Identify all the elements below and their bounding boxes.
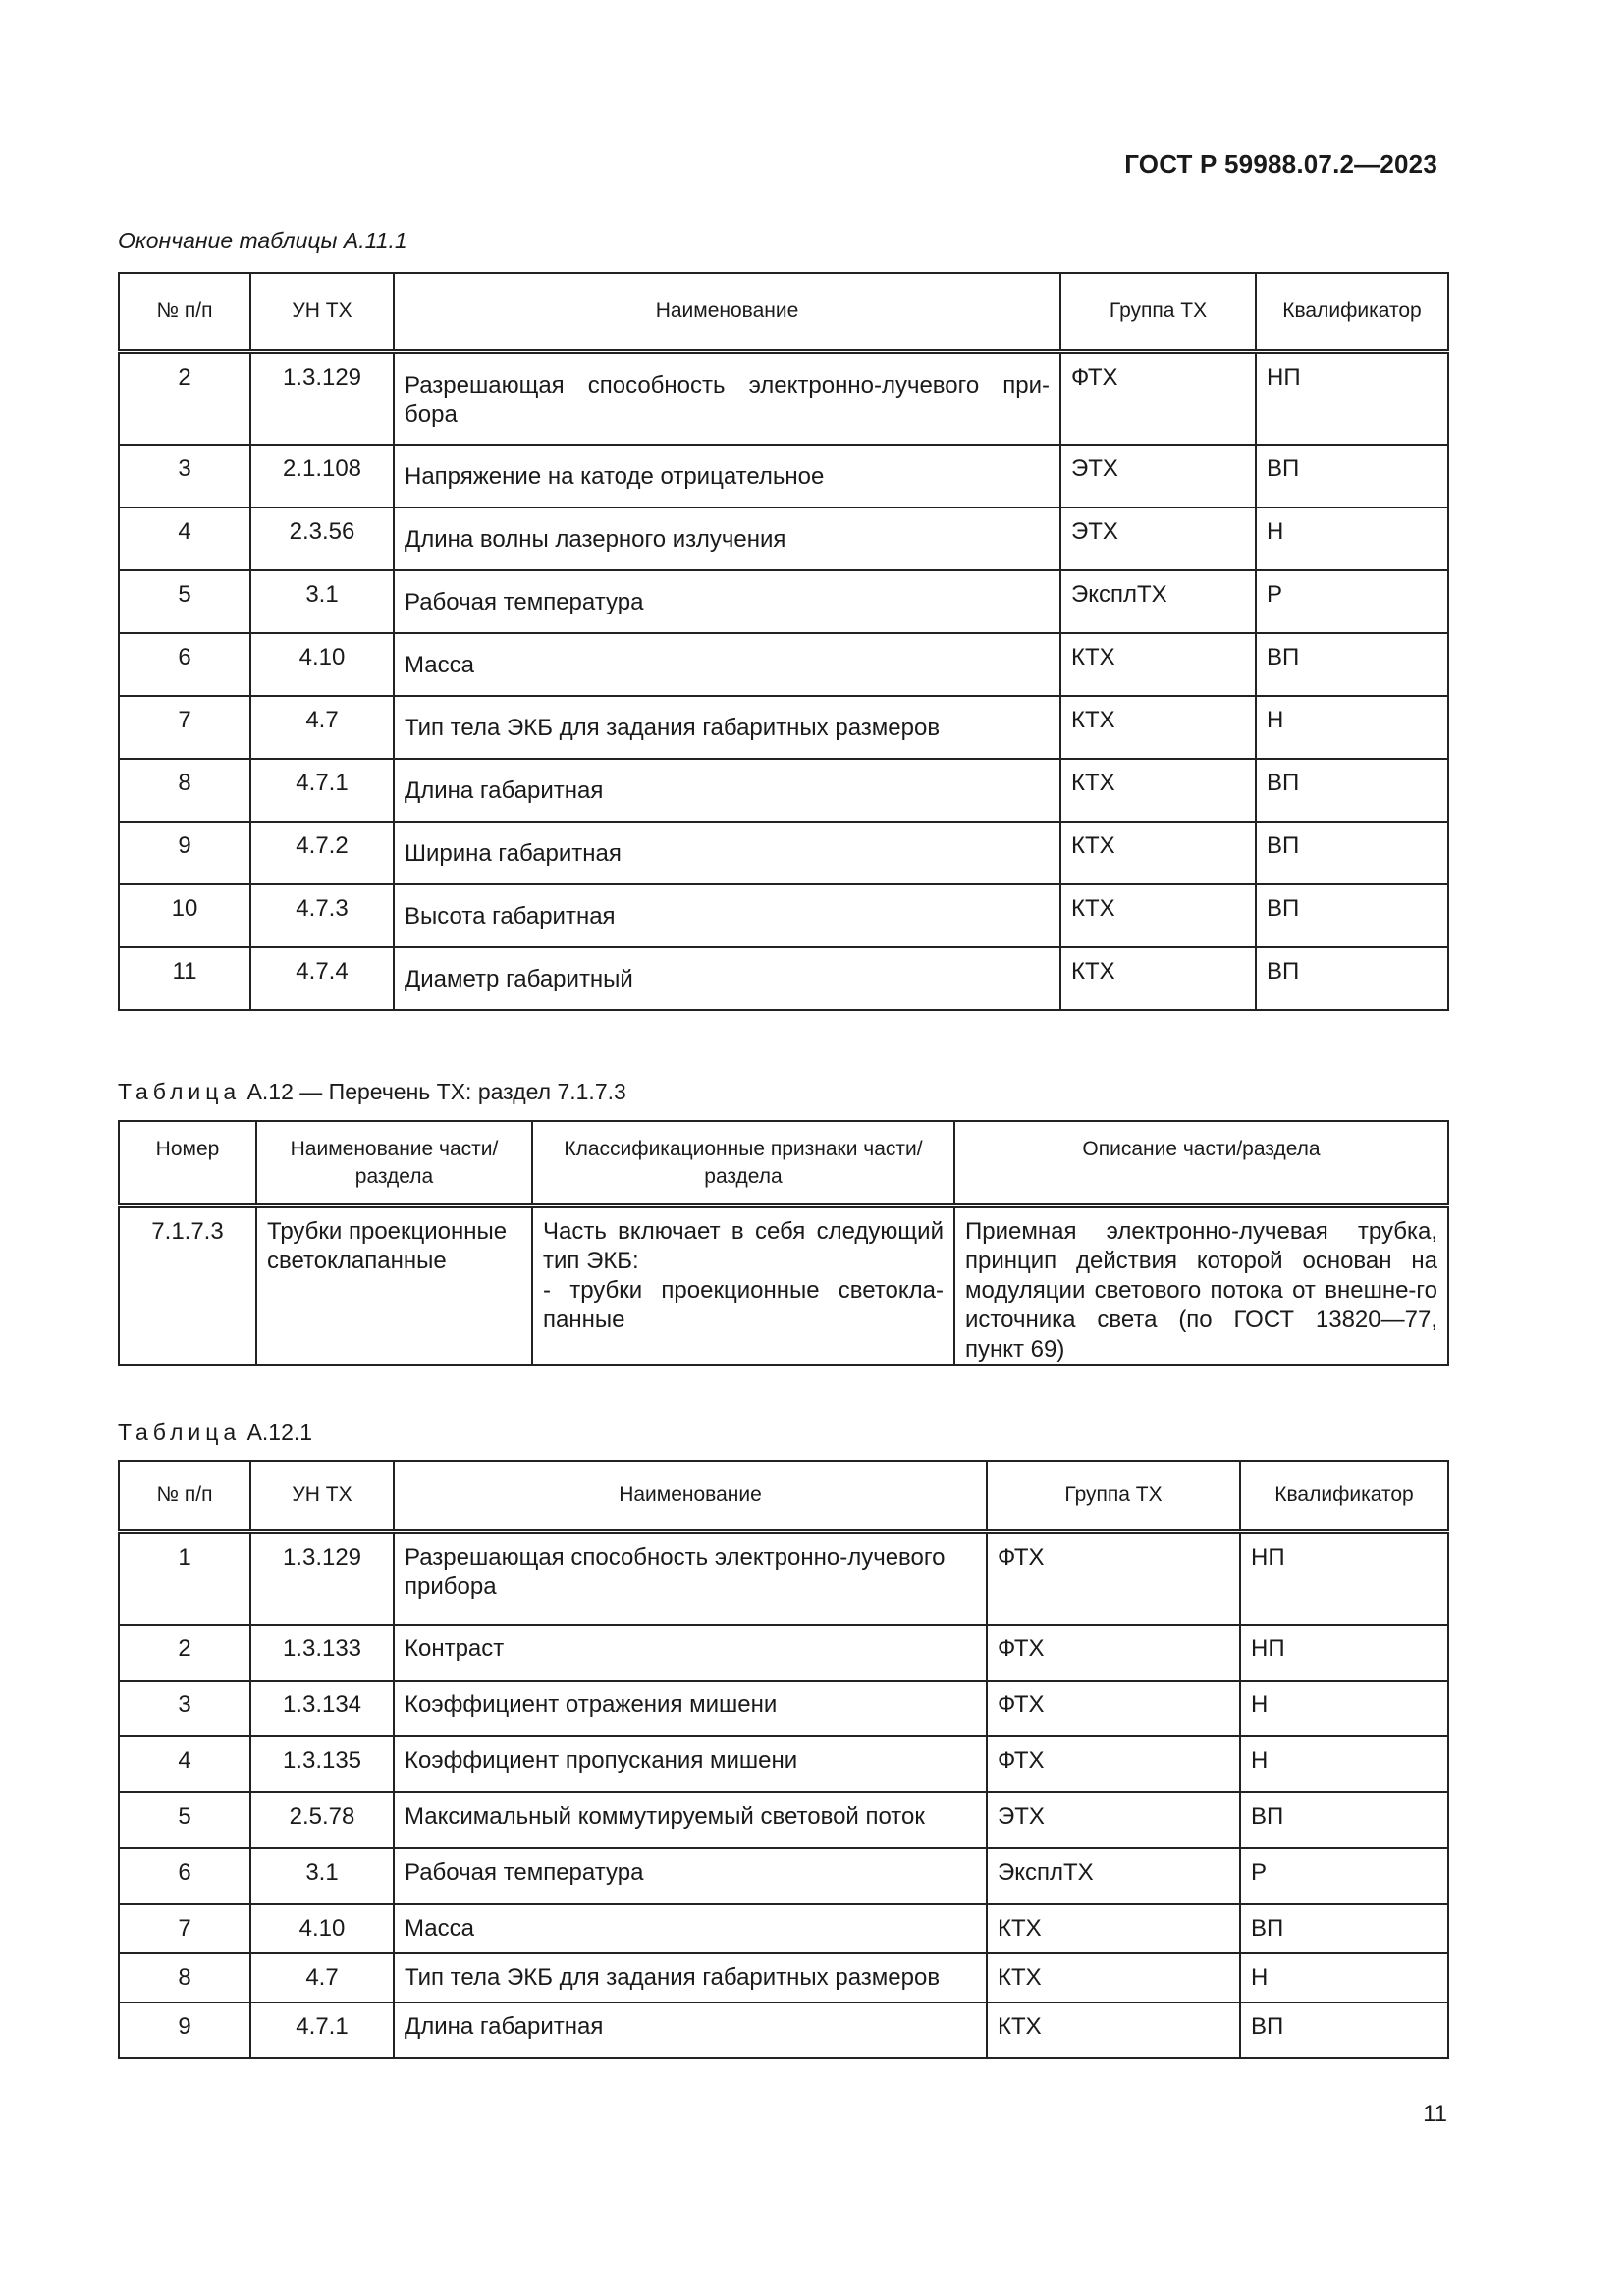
row-number: 9 [178,832,191,859]
row-code-cell [250,445,394,507]
row-name-cell [394,1792,987,1848]
row-qualifier: ВП [1267,832,1300,859]
column-header-qualifier: Квалификатор [1240,1461,1448,1531]
column-header-part-name: Наименование части/ раздела [256,1121,532,1205]
column-header-group: Группа ТХ [987,1461,1240,1531]
row-name: Высота габаритная [405,903,616,930]
row-group: КТХ [1071,832,1115,859]
row-name-cell [394,947,1060,1010]
column-header-name: Наименование [394,273,1060,351]
row-number: 5 [178,581,191,608]
part-number-cell [119,1205,256,1365]
column-header-code: УН ТХ [250,1461,394,1531]
row-code: 1.3.134 [282,1691,362,1718]
row-group-cell [987,1625,1240,1681]
row-qualifier: НП [1251,1543,1285,1571]
table-row [119,1736,1448,1792]
row-qualifier-cell [1256,351,1448,445]
row-name: Разрешающая способность электронно-лучевого при-бора [405,371,1050,428]
table-row [119,1904,1448,1953]
row-code: 4.7.3 [296,895,349,922]
row-name-cell [394,507,1060,570]
row-group: ФТХ [998,1691,1045,1718]
row-name-cell [394,1625,987,1681]
row-number-cell [119,1531,250,1625]
row-number-cell [119,1792,250,1848]
table-row [119,1848,1448,1904]
table-a12-caption-prefix: Таблица [118,1079,242,1104]
row-group-cell [1060,570,1256,633]
table-row [119,1792,1448,1848]
row-name: Масса [405,1915,474,1942]
row-qualifier: ВП [1251,2013,1284,2040]
row-number: 2 [178,1635,191,1662]
row-code: 1.3.129 [282,1543,362,1571]
row-number-cell [119,445,250,507]
table-row [119,445,1448,507]
row-number: 3 [178,455,191,482]
row-number: 6 [178,1859,191,1886]
part-description: Приемная электронно-лучевая трубка, принцип действия которой основан на модуляции светового потока от внешне-го источника света (по ГОСТ 13820—77, пункт 69) [965,1217,1437,1362]
row-qualifier: ВП [1251,1803,1284,1830]
row-number-cell [119,947,250,1010]
table-row [119,1953,1448,2002]
row-code-cell [250,351,394,445]
row-qualifier-cell [1256,884,1448,947]
row-group: КТХ [1071,644,1115,670]
row-qualifier: Н [1251,1747,1269,1774]
row-number-cell [119,2002,250,2058]
row-qualifier-cell [1240,1953,1448,2002]
row-name: Коэффициент пропускания мишени [405,1747,798,1774]
row-name-cell [394,1681,987,1736]
row-qualifier: ВП [1251,1915,1284,1942]
row-code-cell [250,1848,394,1904]
part-number: 7.1.7.3 [151,1217,224,1245]
row-code: 4.10 [298,1915,346,1942]
table-a12-1-caption-text: А.12.1 [246,1419,313,1445]
row-name-cell [394,1736,987,1792]
row-group: ЭксплТХ [1071,581,1167,608]
row-group: ЭТХ [1071,518,1118,545]
table-row [119,507,1448,570]
row-code-cell [250,2002,394,2058]
row-qualifier-cell [1240,1531,1448,1625]
row-qualifier-cell [1256,759,1448,822]
row-group-cell [1060,696,1256,759]
row-code: 2.1.108 [282,455,362,482]
row-group: ЭТХ [998,1803,1045,1830]
row-number: 10 [171,895,198,922]
table-a12-1-caption [118,1419,312,1446]
row-name-cell [394,822,1060,884]
row-number-cell [119,570,250,633]
row-group-cell [1060,947,1256,1010]
row-code-cell [250,759,394,822]
row-code-cell [250,1736,394,1792]
row-group: ФТХ [1071,363,1118,391]
table-a12-caption [118,1079,626,1105]
row-group-cell [987,1953,1240,2002]
column-header-code: УН ТХ [250,273,394,351]
row-code-cell [250,822,394,884]
row-name-cell [394,696,1060,759]
row-code: 4.7.4 [296,958,349,985]
table-a11-1 [118,272,1449,1011]
table-a12-1-caption-prefix: Таблица [118,1419,242,1445]
row-number-cell [119,759,250,822]
row-name-cell [394,1531,987,1625]
row-group-cell [1060,822,1256,884]
row-qualifier-cell [1240,1792,1448,1848]
row-code: 4.7 [305,707,339,733]
row-qualifier: Н [1267,707,1284,733]
row-qualifier: Р [1267,581,1283,608]
row-group: КТХ [998,1964,1042,1991]
table-a11-1-caption: Окончание таблицы А.11.1 [118,228,407,253]
row-code-cell [250,1904,394,1953]
row-group: ФТХ [998,1747,1045,1774]
row-group-cell [987,1531,1240,1625]
row-code-cell [250,1681,394,1736]
row-number-cell [119,696,250,759]
row-group-cell [987,1848,1240,1904]
table-row [119,1205,1448,1365]
row-name: Длина габаритная [405,2013,604,2040]
row-qualifier-cell [1256,570,1448,633]
row-group: КТХ [1071,895,1115,922]
row-qualifier-cell [1240,1681,1448,1736]
table-row [119,822,1448,884]
row-code: 4.7.1 [296,770,349,796]
row-code-cell [250,1531,394,1625]
part-features [533,1208,953,1335]
row-qualifier: ВП [1267,958,1300,985]
row-number-cell [119,351,250,445]
row-code: 1.3.133 [282,1635,362,1662]
table-row [119,2002,1448,2058]
row-group-cell [987,1681,1240,1736]
row-group: КТХ [1071,770,1115,796]
column-header-features: Классификационные признаки части/ раздела [532,1121,954,1205]
table-row [119,633,1448,696]
row-group: КТХ [998,1915,1042,1942]
row-qualifier: ВП [1267,455,1300,482]
column-header-number: № п/п [119,1461,250,1531]
row-name-cell [394,1904,987,1953]
row-name: Контраст [405,1635,505,1662]
row-qualifier: НП [1267,363,1301,391]
column-header-number: № п/п [119,273,250,351]
table-row [119,1681,1448,1736]
row-group-cell [987,1736,1240,1792]
row-group-cell [1060,351,1256,445]
row-name: Коэффициент отражения мишени [405,1691,778,1718]
row-qualifier-cell [1256,445,1448,507]
row-number-cell [119,1736,250,1792]
row-name: Ширина габаритная [405,840,622,867]
row-name: Тип тела ЭКБ для задания габаритных размеров [405,1964,941,1991]
row-name-cell [394,884,1060,947]
row-code: 3.1 [305,1859,339,1886]
row-qualifier: ВП [1267,770,1300,796]
row-qualifier-cell [1240,2002,1448,2058]
row-qualifier: Н [1251,1964,1269,1991]
column-header-group: Группа ТХ [1060,273,1256,351]
row-number: 11 [172,958,197,985]
row-number: 3 [178,1691,191,1718]
row-qualifier-cell [1240,1625,1448,1681]
table-a12-1 [118,1460,1449,2059]
row-code-cell [250,570,394,633]
row-group: ЭТХ [1071,455,1118,482]
row-qualifier-cell [1256,822,1448,884]
row-group-cell [987,2002,1240,2058]
row-name: Разрешающая способность электронно-лучевого прибора [405,1543,946,1600]
row-number-cell [119,1625,250,1681]
row-name-cell [394,1848,987,1904]
row-qualifier-cell [1256,947,1448,1010]
row-number: 6 [178,644,191,670]
row-name: Длина габаритная [405,777,604,804]
row-number-cell [119,1953,250,2002]
row-number: 1 [178,1543,191,1571]
row-code: 2.5.78 [289,1803,355,1830]
row-group-cell [1060,633,1256,696]
row-name: Рабочая температура [405,1859,644,1886]
column-header-description: Описание части/раздела [954,1121,1448,1205]
row-name: Тип тела ЭКБ для задания габаритных размеров [405,715,941,741]
row-group: КТХ [1071,707,1115,733]
row-qualifier: Н [1267,518,1284,545]
row-code: 3.1 [305,581,339,608]
row-number: 4 [178,1747,191,1774]
row-code: 4.7.1 [296,2013,349,2040]
part-description-cell [954,1205,1448,1365]
row-number-cell [119,1848,250,1904]
row-code-cell [250,507,394,570]
row-name: Длина волны лазерного излучения [405,526,786,553]
row-group: ФТХ [998,1543,1045,1571]
row-code: 2.3.56 [289,518,355,545]
table-row [119,570,1448,633]
row-group-cell [1060,507,1256,570]
row-name: Рабочая температура [405,589,644,615]
row-number-cell [119,507,250,570]
row-code-cell [250,884,394,947]
row-number-cell [119,1681,250,1736]
row-group-cell [1060,759,1256,822]
row-number: 7 [178,1915,191,1942]
row-group-cell [987,1904,1240,1953]
row-code: 4.7 [305,1964,339,1991]
row-qualifier: ВП [1267,895,1300,922]
row-qualifier-cell [1240,1904,1448,1953]
row-code-cell [250,1792,394,1848]
row-code: 4.10 [298,644,346,670]
table-row [119,351,1448,445]
table-row [119,1531,1448,1625]
row-code: 1.3.129 [282,363,362,391]
row-number-cell [119,822,250,884]
row-group-cell [1060,445,1256,507]
row-group-cell [987,1792,1240,1848]
part-name: Трубки проекционные светоклапанные [267,1217,508,1274]
table-row [119,884,1448,947]
row-code-cell [250,1953,394,2002]
row-code-cell [250,696,394,759]
row-qualifier: ВП [1267,644,1300,670]
row-qualifier: Н [1251,1691,1269,1718]
column-header-number: Номер [119,1121,256,1205]
row-qualifier-cell [1256,633,1448,696]
page-number: 11 [1423,2101,1447,2127]
row-number: 7 [178,707,191,733]
row-qualifier-cell [1240,1736,1448,1792]
row-code-cell [250,1625,394,1681]
table-row [119,759,1448,822]
table-a12 [118,1120,1449,1366]
row-qualifier-cell [1256,696,1448,759]
row-name-cell [394,1953,987,2002]
row-name-cell [394,759,1060,822]
row-name: Напряжение на катоде отрицательное [405,463,825,490]
row-name-cell [394,351,1060,445]
row-group: ЭксплТХ [998,1859,1094,1886]
column-header-qualifier: Квалификатор [1256,273,1448,351]
row-name: Масса [405,652,474,678]
row-number-cell [119,633,250,696]
part-features-text: Часть включает в себя следующий тип ЭКБ: - трубки проекционные светокла-панные [543,1217,944,1333]
row-number-cell [119,1904,250,1953]
row-name-cell [394,633,1060,696]
row-number: 2 [178,363,191,391]
row-qualifier: НП [1251,1635,1285,1662]
row-name-cell [394,445,1060,507]
row-code-cell [250,633,394,696]
row-group: КТХ [998,2013,1042,2040]
row-name: Максимальный коммутируемый световой поток [405,1803,925,1830]
row-name-cell [394,570,1060,633]
row-group-cell [1060,884,1256,947]
row-name-cell [394,2002,987,2058]
table-row [119,1625,1448,1681]
row-group: ФТХ [998,1635,1045,1662]
row-qualifier: Р [1251,1859,1268,1886]
row-number-cell [119,884,250,947]
row-number: 8 [178,1964,191,1991]
column-header-name: Наименование [394,1461,987,1531]
row-qualifier-cell [1256,507,1448,570]
row-number: 4 [178,518,191,545]
row-number: 5 [178,1803,191,1830]
row-code-cell [250,947,394,1010]
row-number: 9 [178,2013,191,2040]
table-row [119,696,1448,759]
table-a12-caption-text: А.12 — Перечень ТХ: раздел 7.1.7.3 [246,1079,626,1104]
part-features-cell [532,1205,954,1365]
row-code: 4.7.2 [296,832,349,859]
row-name: Диаметр габаритный [405,966,633,992]
row-code: 1.3.135 [282,1747,362,1774]
document-code: ГОСТ Р 59988.07.2—2023 [1124,149,1437,179]
row-qualifier-cell [1240,1848,1448,1904]
part-name-cell [256,1205,532,1365]
row-number: 8 [178,770,191,796]
row-group: КТХ [1071,958,1115,985]
table-row [119,947,1448,1010]
